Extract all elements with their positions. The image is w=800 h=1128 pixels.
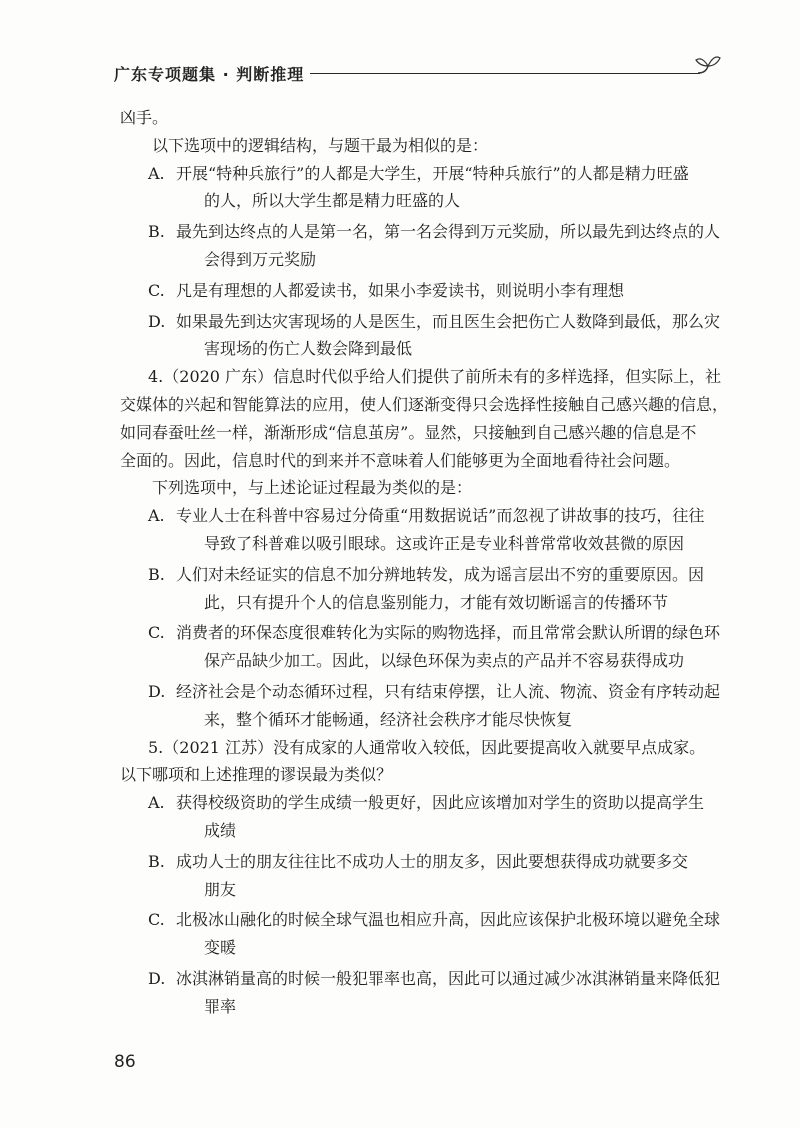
q4-options xyxy=(120,502,720,733)
page-header xyxy=(110,52,722,88)
q5-options xyxy=(120,789,720,1020)
option-letter: D. xyxy=(148,311,166,331)
option-text xyxy=(176,848,720,904)
option-b xyxy=(120,561,720,617)
option-text-line: 经济社会是个动态循环过程，只有结束停摆，让人流、物流、资金有序转动起 xyxy=(176,681,721,701)
q3-fragment: 凶手。 xyxy=(120,108,169,127)
q5-prompt: 以下哪项和上述推理的谬误最为类似？ xyxy=(120,765,393,785)
option-text-line: 最先到达终点的人是第一名，第一名会得到万元奖励，所以最先到达终点的人 xyxy=(176,222,721,242)
option-text-line: 害现场的伤亡人数会降到最低 xyxy=(204,339,413,359)
option-text-line: 成绩 xyxy=(204,820,237,840)
q4-stem-line: 如同春蚕吐丝一样，渐渐形成“信息茧房”。显然，只接触到自己感兴趣的信息是不 xyxy=(120,422,697,442)
option-text-line: 人们对未经证实的信息不加分辨地转发，成为谣言层出不穷的重要原因。因 xyxy=(176,564,705,584)
option-letter: A. xyxy=(148,163,165,183)
option-text xyxy=(176,965,720,1021)
option-text-line: 会得到万元奖励 xyxy=(204,249,317,269)
option-c xyxy=(120,619,720,675)
option-letter: B. xyxy=(148,564,165,584)
option-letter: B. xyxy=(148,222,165,242)
option-letter: C. xyxy=(148,280,165,300)
page-number: 86 xyxy=(114,1052,136,1072)
page-content xyxy=(120,104,729,1021)
option-letter: C. xyxy=(148,910,165,930)
option-a xyxy=(120,789,720,845)
option-d xyxy=(120,308,720,364)
option-text xyxy=(176,789,720,845)
option-text xyxy=(176,502,720,558)
option-b xyxy=(120,848,720,904)
q4-stem-line: 4.（2020 广东）信息时代似乎给人们提供了前所未有的多样选择，但实际上，社 xyxy=(148,367,722,387)
q4-stem-line: 交媒体的兴起和智能算法的应用，使人们逐渐变得只会选择性接触自己感兴趣的信息， xyxy=(120,394,729,414)
option-letter: A. xyxy=(148,793,165,813)
option-b xyxy=(120,218,720,274)
q3-options xyxy=(120,160,720,364)
header-title: 广东专项题集 · 判断推理 xyxy=(114,65,305,84)
q4-stem xyxy=(120,363,729,474)
option-letter: D. xyxy=(148,681,166,701)
option-letter: B. xyxy=(148,851,165,871)
option-text-line: 消费者的环保态度很难转化为实际的购物选择，而且常常会默认所谓的绿色环 xyxy=(176,623,721,643)
option-text-line: 专业人士在科普中容易过分倚重“用数据说话”而忽视了讲故事的技巧，往往 xyxy=(176,506,705,526)
option-text-line: 开展“特种兵旅行”的人都是大学生，开展“特种兵旅行”的人都是精力旺盛 xyxy=(176,163,689,183)
option-letter: A. xyxy=(148,506,165,526)
option-c xyxy=(120,906,720,962)
q5-stem-line: 5.（2021 江苏）没有成家的人通常收入较低，因此要提高收入就要早点成家。 xyxy=(148,737,706,757)
option-text-line: 获得校级资助的学生成绩一般更好，因此应该增加对学生的资助以提高学生 xyxy=(176,793,705,813)
option-text-line: 来，整个循环才能畅通，经济社会秩序才能尽快恢复 xyxy=(204,709,573,729)
option-text-line: 如果最先到达灾害现场的人是医生，而且医生会把伤亡人数降到最低，那么灾 xyxy=(176,311,721,331)
option-text xyxy=(176,308,720,364)
option-text-line: 此，只有提升个人的信息鉴别能力，才能有效切断谣言的传播环节 xyxy=(204,592,669,612)
option-text-line: 朋友 xyxy=(204,879,237,899)
option-a xyxy=(120,502,720,558)
option-text xyxy=(176,277,720,305)
option-a xyxy=(120,160,720,216)
option-text xyxy=(176,218,720,274)
option-text xyxy=(176,906,720,962)
option-text-line: 导致了科普难以吸引眼球。这或许正是专业科普常常收效甚微的原因 xyxy=(204,533,685,553)
q4-stem-line: 全面的。因此，信息时代的到来并不意味着人们能够更为全面地看待社会问题。 xyxy=(120,450,681,470)
option-text xyxy=(176,619,720,675)
option-d xyxy=(120,678,720,734)
option-text-line: 凡是有理想的人都爱读书，如果小李爱读书，则说明小李有理想 xyxy=(176,280,625,300)
option-text xyxy=(176,160,720,216)
option-letter: D. xyxy=(148,968,166,988)
option-d xyxy=(120,965,720,1021)
option-text-line: 成功人士的朋友往往比不成功人士的朋友多，因此要想获得成功就要多交 xyxy=(176,851,689,871)
option-c xyxy=(120,277,720,305)
option-letter: C. xyxy=(148,623,165,643)
option-text-line: 冰淇淋销量高的时候一般犯罪率也高，因此可以通过减少冰淇淋销量来降低犯 xyxy=(176,968,721,988)
option-text xyxy=(176,678,720,734)
q4-prompt: 下列选项中，与上述论证过程最为类似的是： xyxy=(152,478,473,498)
option-text-line: 变暖 xyxy=(204,938,237,958)
q3-prompt: 以下选项中的逻辑结构，与题干最为相似的是： xyxy=(152,135,489,155)
header-rule xyxy=(310,73,700,74)
sprout-icon xyxy=(692,52,722,82)
option-text-line: 保产品缺少加工。因此，以绿色环保为卖点的产品并不容易获得成功 xyxy=(204,651,685,671)
option-text-line: 的人，所以大学生都是精力旺盛的人 xyxy=(204,191,461,211)
option-text-line: 罪率 xyxy=(204,996,237,1016)
option-text xyxy=(176,561,720,617)
option-text-line: 北极冰山融化的时候全球气温也相应升高，因此应该保护北极环境以避免全球 xyxy=(176,910,721,930)
